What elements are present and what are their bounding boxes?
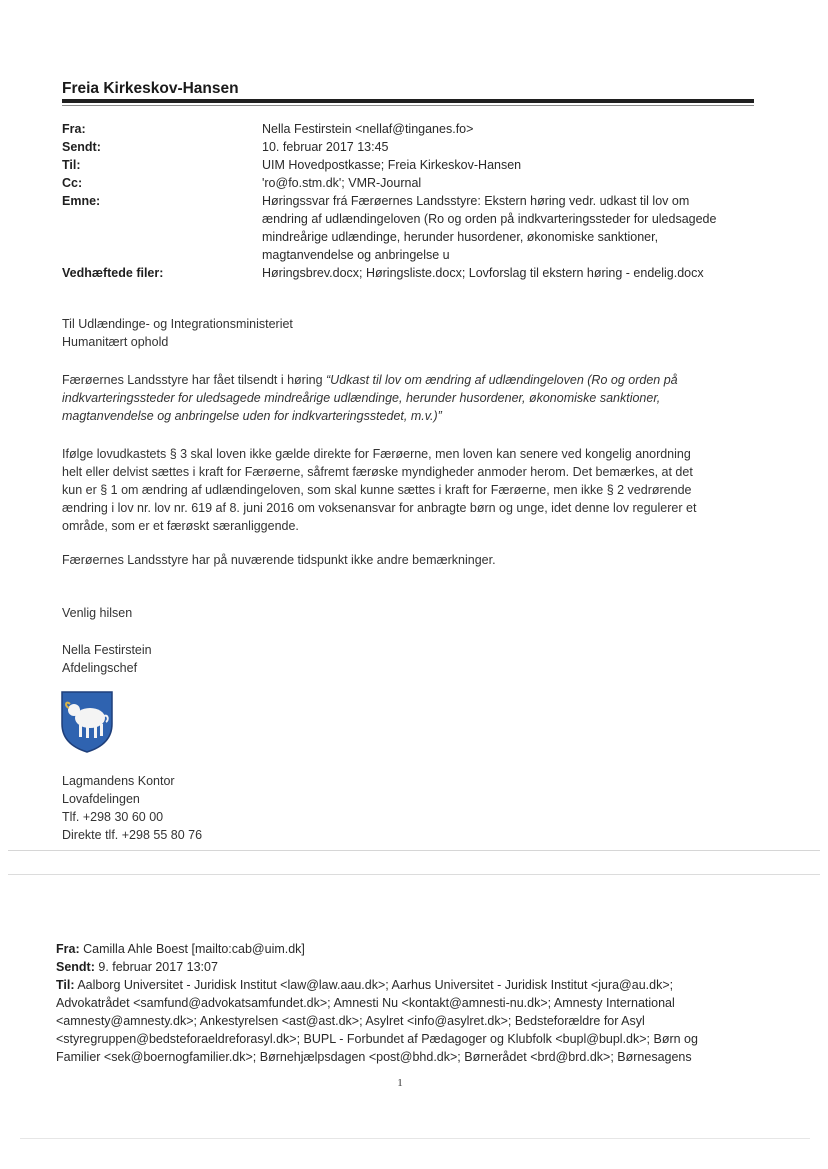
paragraph-applicability xyxy=(62,445,752,535)
greeting xyxy=(62,604,752,622)
header-from-label: Fra: xyxy=(62,122,86,136)
forwarded-to-row-5 xyxy=(56,1048,756,1066)
header-sent-label: Sendt: xyxy=(62,140,101,154)
header-from-value: Nella Festirstein <nellaf@tinganes.fo> xyxy=(262,122,474,136)
page-number: 1 xyxy=(397,1077,403,1089)
addressee-block xyxy=(62,315,752,351)
paragraph-text: Færøernes Landsstyre har fået tilsendt i høring xyxy=(62,373,327,387)
header-to-value: UIM Hovedpostkasse; Freia Kirkeskov-Hansen xyxy=(262,158,522,172)
header-to-label: Til: xyxy=(62,158,81,172)
header-subject-line-1: Høringssvar frá Færøernes Landsstyre: Ekstern høring vedr. udkast til lov om xyxy=(262,194,690,208)
addressee-line: Humanitært ophold xyxy=(62,335,169,349)
paragraph-line xyxy=(62,371,752,389)
paragraph-line: kun er § 1 om ændring af udlændingeloven, som skal kunne sættes i kraft for Færøerne, men ikke § 2 vedrørende xyxy=(62,483,692,497)
forwarded-from-label: Fra: xyxy=(56,942,80,956)
paragraph-line: ændring i lov nr. lov nr. 619 af 8. juni 2016 om voksenansvar for anbragte børn og unge, idet denne lov regulerer et xyxy=(62,501,697,515)
office-line: Tlf. +298 30 60 00 xyxy=(62,810,164,824)
office-line: Lagmandens Kontor xyxy=(62,774,175,788)
bill-title-italic: magtanvendelse og anbringelse uden for indkvarteringsstedet, m.v.)” xyxy=(62,409,442,423)
forwarded-to-row-2 xyxy=(56,994,756,1012)
forwarded-to-line: Familier <sek@boernogfamilier.dk>; Børnehjælpsdagen <post@bhd.dk>; Børnerådet <brd@brd.dk>; Børnesagens xyxy=(56,1050,692,1064)
sender-name-heading: Freia Kirkeskov-Hansen xyxy=(62,80,239,97)
header-cc-label: Cc: xyxy=(62,176,83,190)
forwarded-sent-row xyxy=(56,958,756,976)
forwarded-to-row-4 xyxy=(56,1030,756,1048)
forwarded-to-row xyxy=(56,976,756,994)
forwarded-to-line: Advokatrådet <samfund@advokatsamfundet.dk>; Amnesti Nu <kontakt@amnesti-nu.dk>; Amnesty International xyxy=(56,996,675,1010)
paragraph-line: Færøernes Landsstyre har på nuværende tidspunkt ikke andre bemærkninger. xyxy=(62,553,496,567)
header-subject-line-4: magtanvendelse og anbringelse u xyxy=(262,248,450,262)
office-address-block xyxy=(62,772,752,844)
office-line: Lovafdelingen xyxy=(62,792,140,806)
header-subject-label: Emne: xyxy=(62,194,101,208)
forwarded-from-row xyxy=(56,940,756,958)
header-attachments-value[interactable]: Høringsbrev.docx; Høringsliste.docx; Lovforslag til ekstern høring - endelig.docx xyxy=(262,266,704,280)
paragraph-hearing xyxy=(62,371,752,425)
forwarded-sent-value: 9. februar 2017 13:07 xyxy=(94,960,218,974)
office-line: Direkte tlf. +298 55 80 76 xyxy=(62,828,203,842)
addressee-line: Til Udlændinge- og Integrationsministeriet xyxy=(62,317,293,331)
forwarded-to-line: <styregruppen@bedsteforaeldreforasyl.dk>; BUPL - Forbundet af Pædagoger og Klubfolk <bupl@bupl.dk>; Børn og xyxy=(56,1032,698,1046)
signer-name: Nella Festirstein xyxy=(62,643,152,657)
greeting-text: Venlig hilsen xyxy=(62,606,133,620)
faroe-coat-of-arms-icon xyxy=(60,690,114,754)
forwarded-to-line: <amnesty@amnesty.dk>; Ankestyrelsen <ast@ast.dk>; Asylret <info@asylret.dk>; Bedsteforældre for Asyl xyxy=(56,1014,645,1028)
title-rule-thin xyxy=(62,105,754,106)
header-attachments-label: Vedhæftede filer: xyxy=(62,266,164,280)
header-sent-value: 10. februar 2017 13:45 xyxy=(262,140,389,154)
forwarded-to-line: Aalborg Universitet - Juridisk Institut <law@law.aau.dk>; Aarhus Universitet - Juridisk Institut <jura@au.dk>; xyxy=(74,978,674,992)
title-rule-thick xyxy=(62,99,754,103)
paragraph-line: område, som er et færøskt særanliggende. xyxy=(62,519,299,533)
paragraph-no-remarks xyxy=(62,551,752,569)
scan-divider xyxy=(8,874,820,875)
bill-title-italic: indkvarteringssteder for uledsagede mindreårige udlændinge, herunder husordener, økonomiske sanktioner, xyxy=(62,391,661,405)
forwarded-from-value: Camilla Ahle Boest [mailto:cab@uim.dk] xyxy=(79,942,305,956)
forwarded-to-label: Til: xyxy=(56,978,75,992)
scan-divider xyxy=(20,1138,810,1139)
paragraph-line: Ifølge lovudkastets § 3 skal loven ikke gælde direkte for Færøerne, men loven kan senere ved kongelig anordning xyxy=(62,447,691,461)
header-subject-line-2: ændring af udlændingeloven (Ro og orden på indkvarteringssteder for uledsagede xyxy=(262,212,717,226)
bill-title-italic: “Udkast til lov om ændring af udlændingeloven (Ro og orden på xyxy=(326,373,678,387)
signature-block xyxy=(62,641,752,677)
forwarded-to-row-3 xyxy=(56,1012,756,1030)
header-subject-line-3: mindreårige udlændinge, herunder husordener, økonomiske sanktioner, xyxy=(262,230,659,244)
signer-title: Afdelingschef xyxy=(62,661,138,675)
header-cc-value: 'ro@fo.stm.dk'; VMR-Journal xyxy=(262,176,422,190)
paragraph-line: helt eller delvist sættes i kraft for Færøerne, såfremt færøske myndigheder anmoder herom. Det bemærkes, at det xyxy=(62,465,693,479)
scan-divider xyxy=(8,850,820,851)
forwarded-sent-label: Sendt: xyxy=(56,960,95,974)
